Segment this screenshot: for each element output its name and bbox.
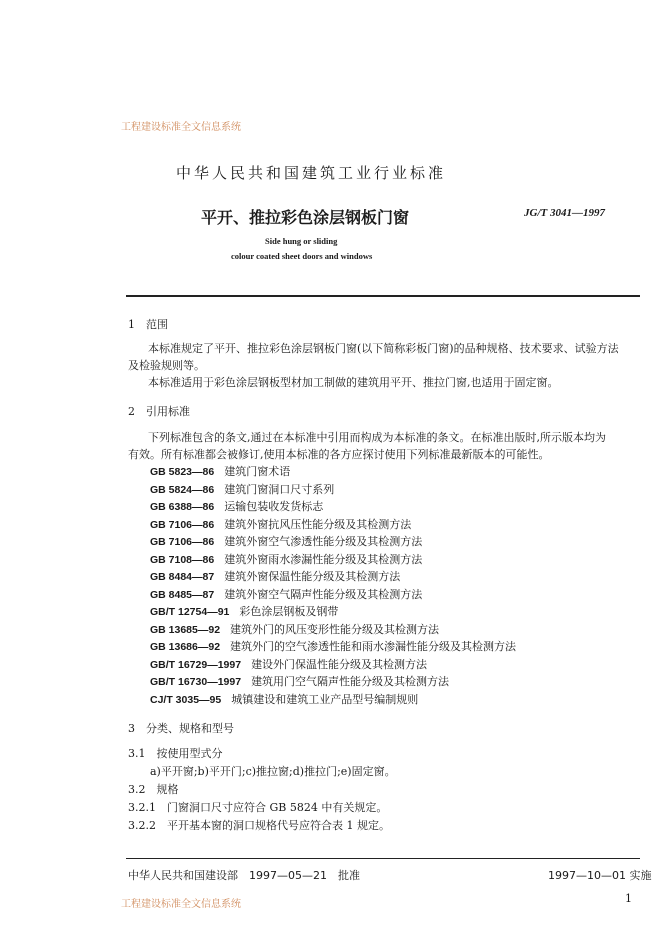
reference-item [150, 516, 516, 534]
section-2-intro-line2: 有效。所有标准都会被修订,使用本标准的各方应探讨使用下列标准最新版本的可能性。 [128, 448, 550, 461]
clause-3-1-items: a)平开窗;b)平开门;c)推拉窗;d)推拉门;e)固定窗。 [150, 765, 396, 778]
section-1-para1-line2: 及检验规则等。 [128, 359, 205, 372]
section-2-heading: 2 引用标准 [128, 405, 190, 418]
reference-name: 建筑外窗雨水渗漏性能分级及其检测方法 [224, 552, 423, 566]
reference-code: CJ/T 3035—95 [150, 693, 222, 706]
issue-info: 中华人民共和国建设部 1997—05—21 批准 [128, 869, 360, 882]
reference-name: 建筑外窗抗风压性能分级及其检测方法 [224, 517, 412, 531]
clause-3-2-2: 3.2.2 平开基本窗的洞口规格代号应符合表 1 规定。 [128, 819, 390, 832]
reference-item [150, 673, 516, 691]
footer-divider [126, 858, 640, 859]
reference-name: 城镇建设和建筑工业产品型号编制规则 [231, 692, 419, 706]
reference-code: GB 7106—86 [150, 518, 215, 531]
reference-item [150, 621, 516, 639]
reference-code: GB 7108—86 [150, 553, 215, 566]
reference-name: 建筑外窗保温性能分级及其检测方法 [224, 570, 401, 583]
reference-item [150, 551, 516, 569]
clause-3-2: 3.2 规格 [128, 783, 179, 796]
document-title: 平开、推拉彩色涂层钢板门窗 [201, 208, 410, 227]
reference-code: GB/T 12754—91 [150, 606, 230, 618]
reference-name: 建筑门窗洞口尺寸系列 [224, 482, 335, 496]
section-1-para1-line1: 本标准规定了平开、推拉彩色涂层钢板门窗(以下简称彩板门窗)的品种规格、技术要求、试验方法 [148, 342, 619, 355]
reference-code: GB 8484—87 [150, 571, 215, 583]
reference-name: 建筑外门的空气渗透性能和雨水渗漏性能分级及其检测方法 [230, 640, 517, 653]
header-divider [126, 295, 640, 297]
english-title-line1: Side hung or sliding [265, 236, 338, 246]
reference-item [150, 638, 516, 656]
section-2-intro-line1: 下列标准包含的条文,通过在本标准中引用而构成为本标准的条文。在标准出版时,所示版本均为 [148, 431, 606, 444]
clause-3-2-1: 3.2.1 门窗洞口尺寸应符合 GB 5824 中有关规定。 [128, 801, 388, 814]
section-1-para2: 本标准适用于彩色涂层钢板型材加工制做的建筑用平开、推拉门窗,也适用于固定窗。 [148, 376, 559, 389]
reference-code: GB 5823—86 [150, 466, 215, 478]
reference-name: 建筑用门空气隔声性能分级及其检测方法 [251, 675, 450, 688]
reference-code: GB/T 16730—1997 [150, 676, 242, 688]
reference-name: 彩色涂层钢板及钢带 [239, 605, 339, 618]
reference-code: GB 6388—86 [150, 501, 215, 513]
reference-code: GB 13685—92 [150, 623, 221, 636]
standard-code: JG/T 3041—1997 [524, 207, 605, 219]
reference-item [150, 533, 516, 551]
reference-list [150, 463, 516, 708]
page-number: 1 [625, 892, 632, 905]
reference-item [150, 603, 516, 621]
implementation-date: 1997—10—01 实施 [548, 869, 652, 882]
reference-code: GB 8485—87 [150, 588, 215, 601]
reference-item [150, 463, 516, 481]
reference-name: 建筑门窗术语 [224, 465, 291, 478]
reference-code: GB 5824—86 [150, 483, 215, 496]
reference-name: 建筑外窗空气隔声性能分级及其检测方法 [224, 587, 423, 601]
reference-item [150, 656, 516, 674]
reference-item [150, 481, 516, 499]
clause-3-1: 3.1 按使用型式分 [128, 747, 223, 760]
watermark-top: 工程建设标准全文信息系统 [121, 122, 241, 133]
section-3-heading: 3 分类、规格和型号 [128, 722, 234, 735]
reference-item [150, 586, 516, 604]
reference-code: GB 7106—86 [150, 536, 215, 548]
watermark-bottom: 工程建设标准全文信息系统 [121, 899, 241, 910]
standard-category: 中华人民共和国建筑工业行业标准 [176, 164, 447, 182]
reference-code: GB 13686—92 [150, 641, 221, 653]
reference-item [150, 691, 516, 709]
reference-name: 建筑外门的风压变形性能分级及其检测方法 [230, 622, 440, 636]
reference-item [150, 498, 516, 516]
section-1-heading: 1 范围 [128, 318, 168, 331]
reference-name: 建筑外窗空气渗透性能分级及其检测方法 [224, 535, 423, 548]
english-title-line2: colour coated sheet doors and windows [231, 251, 373, 261]
reference-code: GB/T 16729—1997 [150, 658, 242, 671]
reference-name: 运输包装收发货标志 [224, 500, 324, 513]
reference-item [150, 568, 516, 586]
reference-name: 建设外门保温性能分级及其检测方法 [251, 657, 428, 671]
